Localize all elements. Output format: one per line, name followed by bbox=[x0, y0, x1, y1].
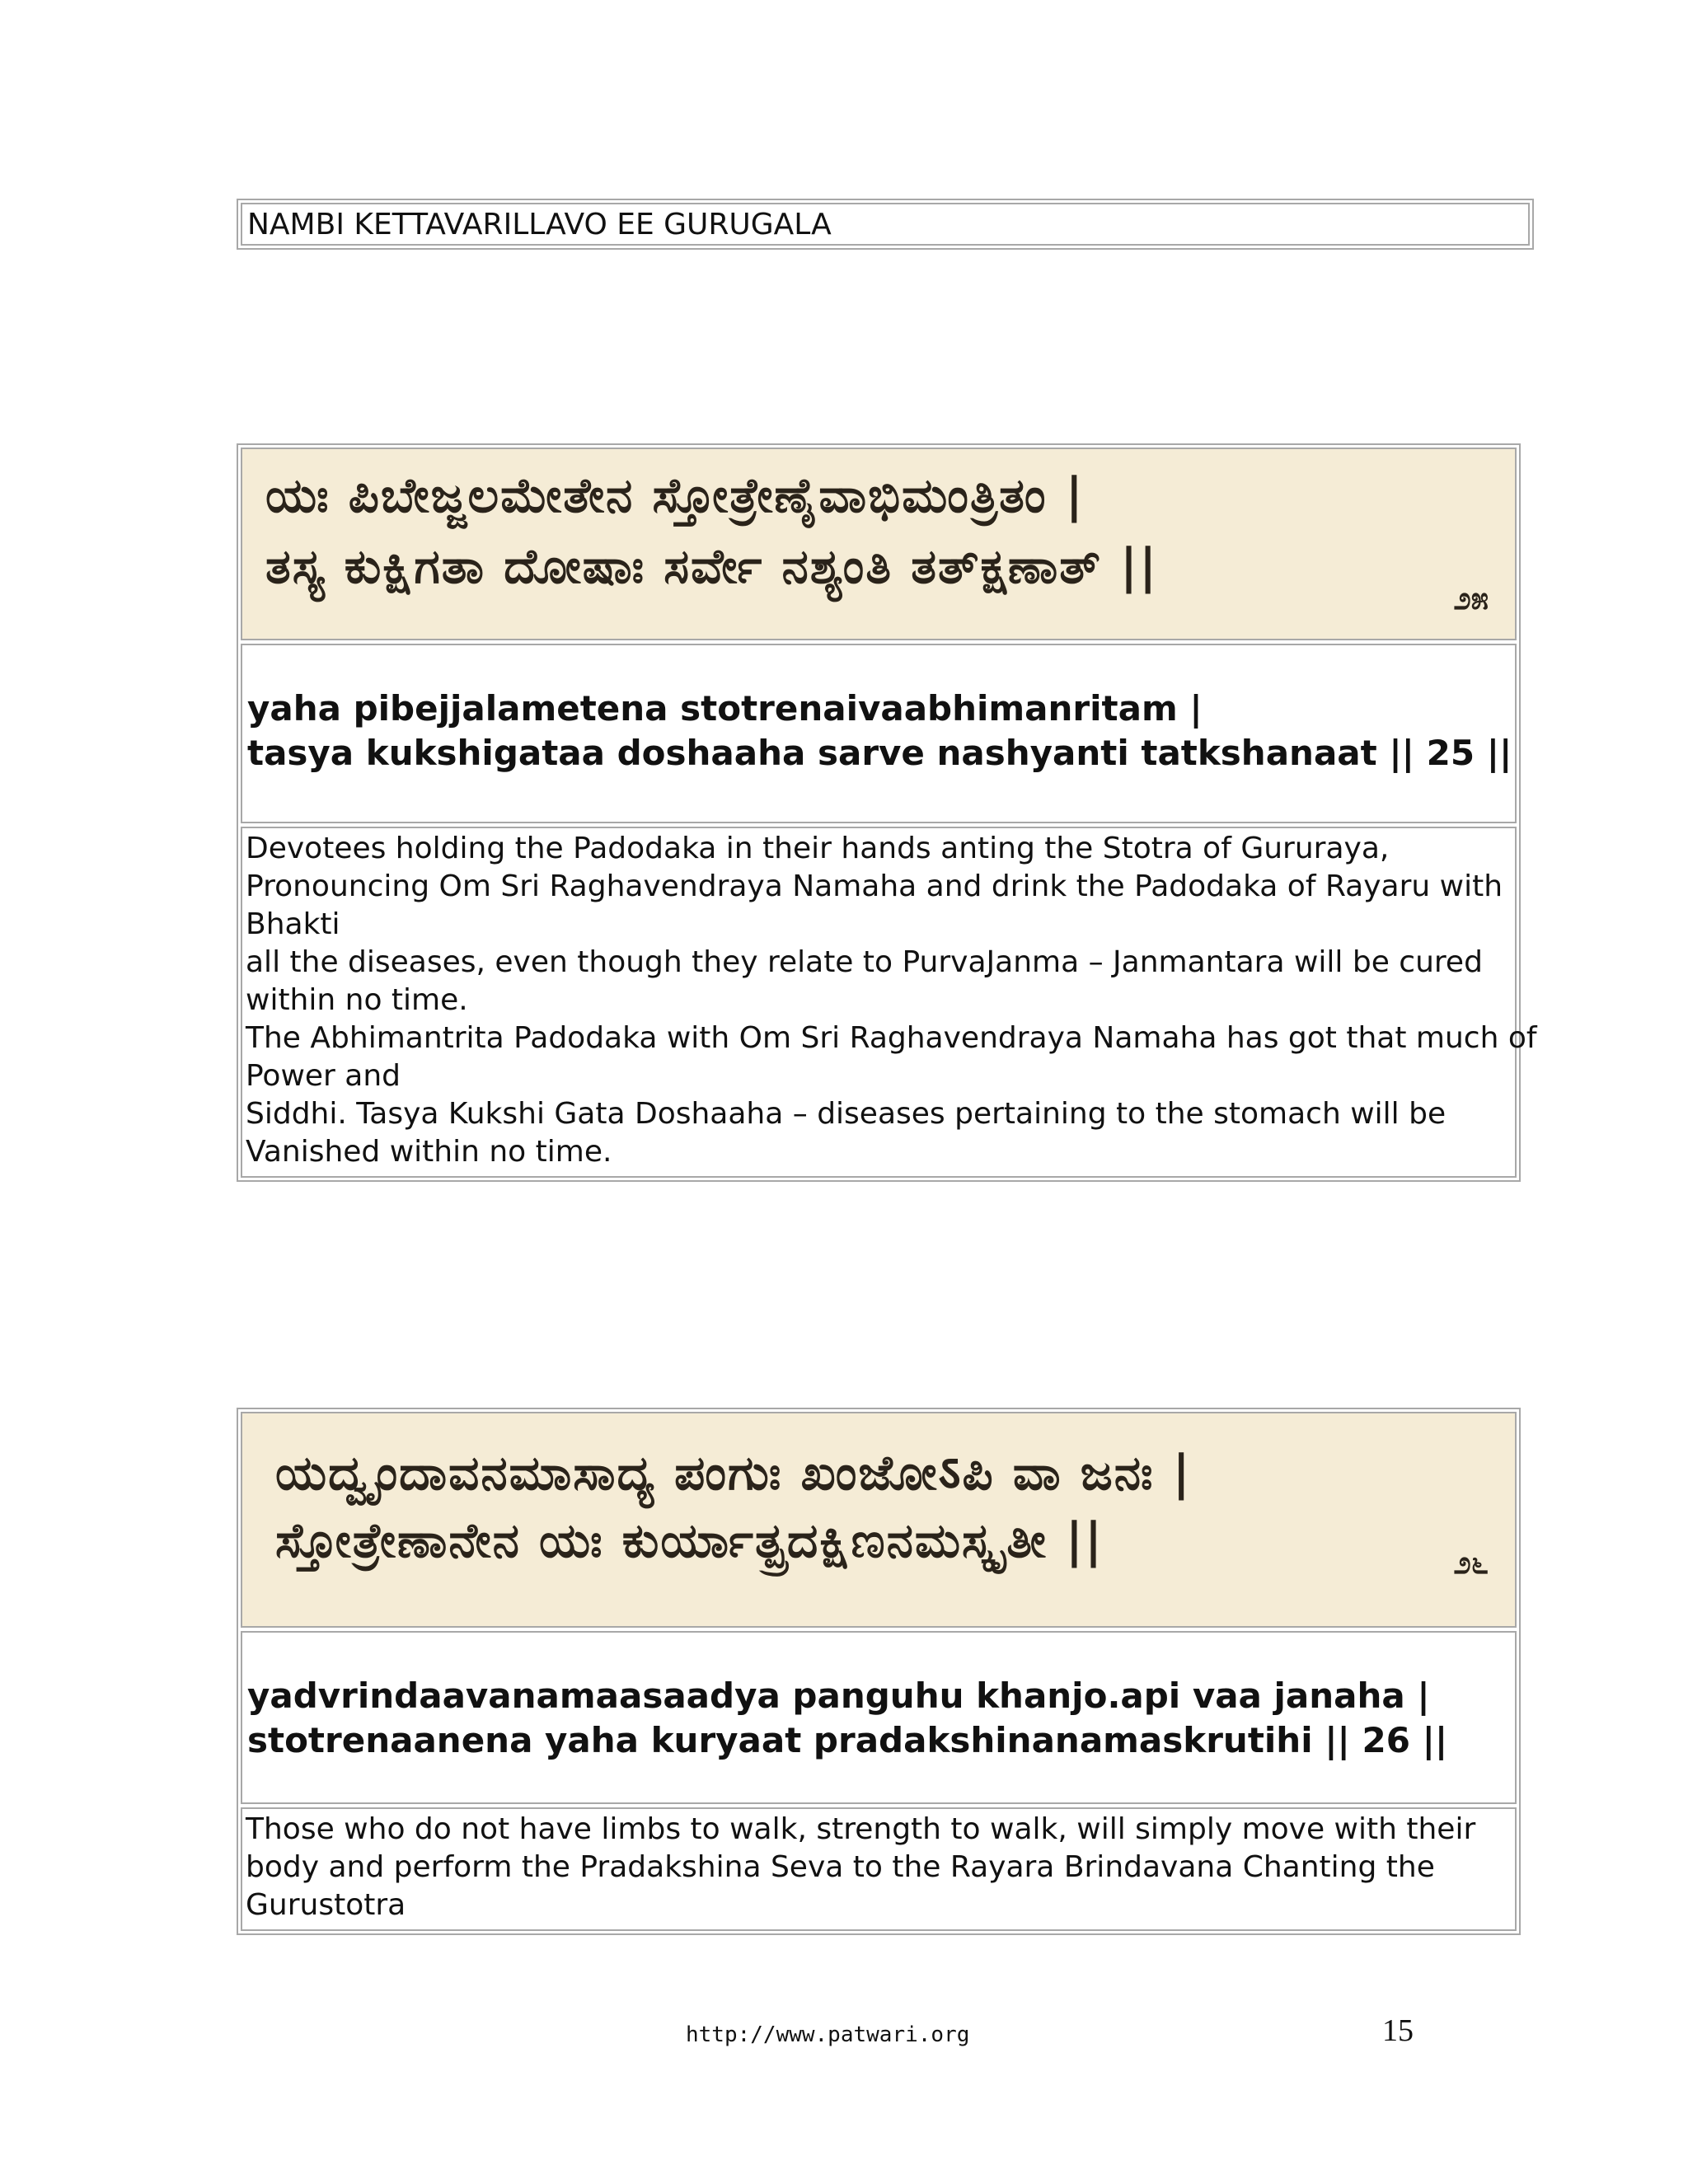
translation-line: all the diseases, even though they relate to PurvaJanma – Janmantara will be cured bbox=[246, 945, 1483, 979]
translation-line: Power and bbox=[246, 1059, 401, 1093]
verse-table-25 bbox=[237, 443, 1537, 1182]
translation-cell bbox=[241, 1807, 1517, 1931]
kannada-verse-line: ಯದ್ವೃಂದಾವನಮಾಸಾದ್ಯ ಪಂಗುಃ ಖಂಜೋऽಪಿ ವಾ ಜನಃ | bbox=[275, 1445, 1192, 1501]
translation-line: Pronouncing Om Sri Raghavendraya Namaha and drink the Padodaka of Rayaru with bbox=[246, 869, 1503, 903]
translation-line: body and perform the Pradakshina Seva to the Rayara Brindavana Chanting the bbox=[246, 1850, 1435, 1884]
translation-line: Devotees holding the Padodaka in their hands anting the Stotra of Gururaya, bbox=[246, 832, 1390, 865]
translation-line: Vanished within no time. bbox=[246, 1135, 612, 1169]
verse-table-26 bbox=[237, 1408, 1521, 1935]
page-title-table bbox=[237, 199, 1534, 250]
kannada-verse-number: ೨೬ bbox=[1453, 1544, 1489, 1581]
transliteration-line: stotrenaanena yaha kuryaat pradakshinanamaskrutihi || 26 || bbox=[247, 1720, 1448, 1760]
translation-line: Gurustotra bbox=[246, 1888, 406, 1922]
footer-url-link[interactable]: http://www.patwari.org bbox=[686, 2022, 970, 2047]
translation-line: Bhakti bbox=[246, 907, 340, 941]
page-title: NAMBI KETTAVARILLAVO EE GURUGALA bbox=[241, 203, 1530, 246]
transliteration-line: yaha pibejjalametena stotrenaivaabhimanritam | bbox=[247, 688, 1203, 729]
translation-cell bbox=[241, 827, 1537, 1178]
kannada-verse-image bbox=[241, 448, 1517, 640]
translation-line: Siddhi. Tasya Kukshi Gata Doshaaha – diseases pertaining to the stomach will be bbox=[246, 1097, 1447, 1131]
kannada-verse-line: ಸ್ತೋತ್ರೇಣಾನೇನ ಯಃ ಕುರ್ಯಾತ್ಪ್ರದಕ್ಷಿಣನಮಸ್ಕೃತೀ || bbox=[275, 1512, 1104, 1568]
transliteration-line: yadvrindaavanamaasaadya panguhu khanjo.api vaa janaha | bbox=[247, 1675, 1430, 1716]
kannada-verse-line: ತಸ್ಯ ಕುಕ್ಷಿಗತಾ ದೋಷಾಃ ಸರ್ವೇ ನಶ್ಯಂತಿ ತತ್ಕ್ಷಣಾತ್ || bbox=[265, 538, 1159, 594]
transliteration-line: tasya kukshigataa doshaaha sarve nashyanti tatkshanaat || 25 || bbox=[247, 733, 1512, 773]
translation-line: Those who do not have limbs to walk, strength to walk, will simply move with their bbox=[246, 1812, 1476, 1846]
kannada-verse-line: ಯಃ ಪಿಬೇಜ್ಜಲಮೇತೇನ ಸ್ತೋತ್ರೇಣೈವಾಭಿಮಂತ್ರಿತಂ | bbox=[265, 467, 1085, 523]
page-number: 15 bbox=[1382, 2013, 1414, 2048]
transliteration-cell bbox=[241, 1631, 1517, 1804]
kannada-verse-image bbox=[241, 1412, 1517, 1628]
translation-line: within no time. bbox=[246, 983, 468, 1017]
transliteration-cell bbox=[241, 644, 1517, 823]
translation-line: The Abhimantrita Padodaka with Om Sri Raghavendraya Namaha has got that much of bbox=[246, 1021, 1537, 1055]
kannada-verse-number: ೨೫ bbox=[1453, 579, 1489, 616]
